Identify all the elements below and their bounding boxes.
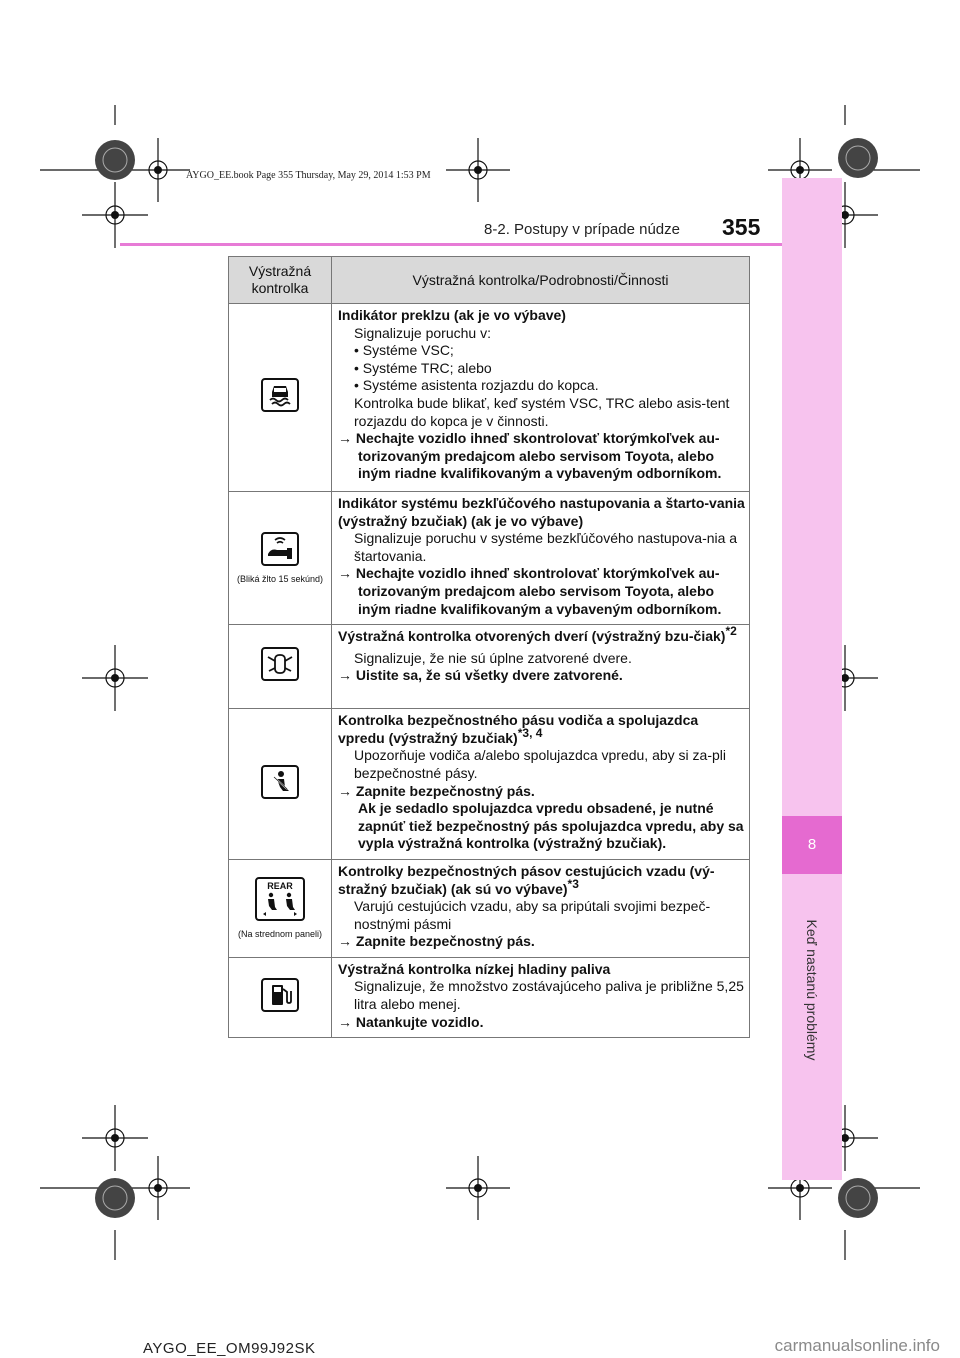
row-intro: Upozorňuje vodiča a/alebo spolujazdca vpredu, aby si za-pli bezpečnostné pásy.: [354, 747, 726, 781]
indicator-cell: [229, 492, 332, 625]
footnote-ref: *2: [725, 624, 737, 639]
watermark: carmanualsonline.info: [774, 1336, 940, 1355]
row-intro: Signalizuje, že nie sú úplne zatvorené dvere.: [354, 649, 632, 666]
bullet-item: • Systéme asistenta rozjazdu do kopca.: [354, 377, 599, 394]
page-number: 355: [722, 214, 761, 240]
row-intro: Signalizuje poruchu v systéme bezkľúčového nastupova-nia a štartovania.: [354, 530, 738, 564]
indicator-caption: (Bliká žlto 15 sekúnd): [236, 574, 324, 585]
table-row: [229, 492, 750, 625]
row-action: → Nechajte vozidlo ihneď skontrolovať ktorýmkoľvek au-torizovaným predajcom alebo servisom Toyota, alebo iným riadne kvalifikovaným a vybaveným odborníkom.: [338, 430, 722, 482]
table-row: [229, 709, 750, 860]
bullet-item: • Systéme TRC; alebo: [354, 359, 492, 376]
row-action-note: Ak je sedadlo spolujazdca vpredu obsadené, je nutné zapnúť tiež bezpečnostný pás spolujazdca vpredu, aby sa vypla výstražná kontrolka (výstražný bzučiak).: [358, 800, 744, 852]
row-title: Indikátor preklzu (ak je vo výbave): [338, 307, 566, 323]
smart-key-icon: [261, 532, 299, 566]
table-row: [229, 859, 750, 957]
book-info-line: AYGO_EE.book Page 355 Thursday, May 29, 2014 1:53 PM: [186, 170, 431, 181]
document-code: AYGO_EE_OM99J92SK: [143, 1340, 316, 1357]
footnote-ref: *3: [567, 876, 579, 891]
indicator-cell: [229, 859, 332, 957]
table-header-row: [229, 257, 750, 304]
row-action: → Natankujte vozidlo.: [338, 1013, 484, 1030]
details-cell: [332, 859, 750, 957]
details-cell: [332, 625, 750, 709]
warning-light-table: [228, 256, 750, 1038]
row-intro: Varujú cestujúcich vzadu, aby sa pripútali svojimi bezpeč-nostnými pásmi: [354, 898, 711, 932]
chapter-number-tab: 8: [782, 816, 842, 874]
indicator-cell: [229, 957, 332, 1037]
row-action: → Nechajte vozidlo ihneď skontrolovať ktorýmkoľvek au-torizovaným predajcom alebo servisom Toyota, alebo iným riadne kvalifikovaným a vybaveným odborníkom.: [338, 565, 722, 617]
row-title: Výstražná kontrolka otvorených dverí (výstražný bzu-čiak)$^{*2}$: [338, 624, 737, 645]
row-note: Kontrolka bude blikať, keď systém VSC, TRC alebo asis-tent rozjazdu do kopca je v činnosti.: [354, 394, 730, 429]
row-action: → Zapnite bezpečnostný pás.: [338, 933, 535, 950]
rear-label: REAR: [267, 881, 293, 892]
row-title: Kontrolky bezpečnostných pásov cestujúcich vzadu (vý-stražný bzučiak) (ak sú vo výbave)$^{*3}$: [338, 862, 715, 897]
row-intro: Signalizuje, že množstvo zostávajúceho paliva je približne 5,25 litra alebo menej.: [354, 978, 744, 1013]
details-cell: [332, 492, 750, 625]
header-indicator: Výstražná kontrolka: [229, 257, 332, 304]
row-title: Kontrolka bezpečnostného pásu vodiča a spolujazdca vpredu (výstražný bzučiak)$^{*3, 4}$: [338, 712, 699, 746]
indicator-cell: [229, 625, 332, 709]
open-door-icon: [261, 647, 299, 681]
header-rule: [120, 243, 842, 246]
skid-indicator-icon: [261, 378, 299, 412]
fuel-icon: [261, 978, 299, 1012]
footnote-ref: *3, 4: [517, 725, 543, 740]
indicator-caption: (Na strednom paneli): [237, 929, 323, 940]
header-details: Výstražná kontrolka/Podrobnosti/Činnosti: [332, 257, 750, 304]
table-row: [229, 625, 750, 709]
row-action: → Uistite sa, že sú všetky dvere zatvorené.: [338, 667, 623, 684]
table-row: [229, 957, 750, 1037]
rear-seatbelt-icon: [255, 877, 305, 921]
indicator-cell: [229, 304, 332, 492]
seatbelt-icon: [261, 765, 299, 799]
bullet-item: • Systéme VSC;: [354, 342, 454, 359]
row-title: Indikátor systému bezkľúčového nastupovania a štarto-vania (výstražný bzučiak) (ak je vo výbave): [338, 495, 745, 529]
row-title: Výstražná kontrolka nízkej hladiny paliva: [338, 960, 611, 977]
chapter-heading: 8-2. Postupy v prípade núdze: [484, 221, 680, 238]
indicator-cell: [229, 709, 332, 860]
row-action: → Zapnite bezpečnostný pás.: [338, 782, 535, 799]
details-cell: [332, 304, 750, 492]
details-cell: [332, 709, 750, 860]
details-cell: [332, 957, 750, 1037]
table-row: [229, 304, 750, 492]
row-intro: Signalizuje poruchu v:: [354, 324, 491, 341]
chapter-title-vertical: Keď nastanú problémy: [804, 919, 820, 1061]
